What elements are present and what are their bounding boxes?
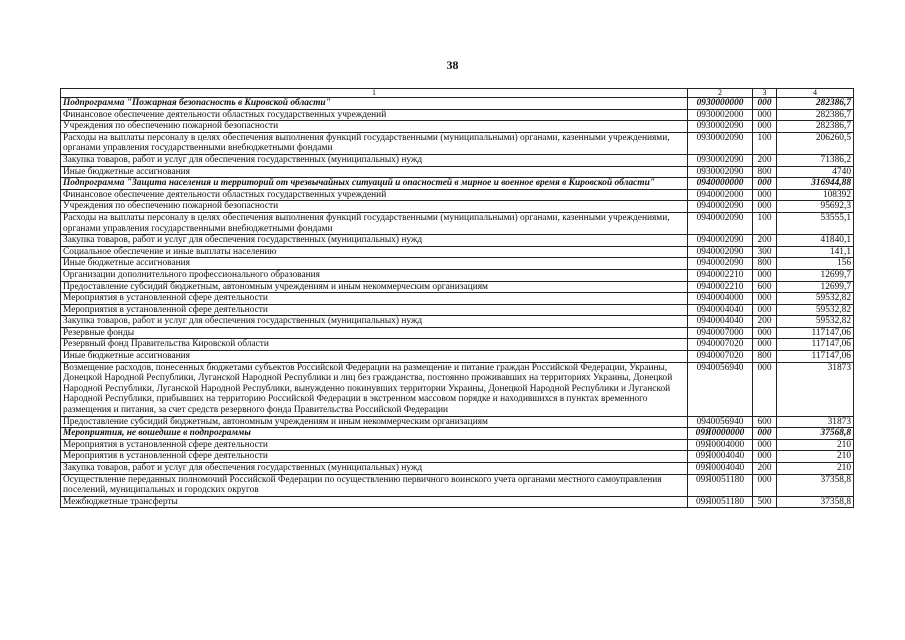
row-type-cell: 000 [753, 189, 777, 201]
row-name-cell: Мероприятия в установленной сфере деятельности [61, 293, 688, 305]
row-code-cell: 0940004040 [688, 304, 753, 316]
row-amount-cell: 156 [777, 258, 854, 270]
row-code-cell: 0940002090 [688, 246, 753, 258]
row-amount-cell: 282386,7 [777, 109, 854, 121]
row-type-cell: 800 [753, 258, 777, 270]
row-name-cell: Закупка товаров, работ и услуг для обеспечения государственных (муниципальных) нужд [61, 316, 688, 328]
row-name-cell: Резервный фонд Правительства Кировской области [61, 339, 688, 351]
row-amount-cell: 59532,82 [777, 304, 854, 316]
row-type-cell: 200 [753, 235, 777, 247]
table-row [61, 351, 854, 363]
table-row [61, 258, 854, 270]
row-amount-cell: 210 [777, 463, 854, 475]
row-code-cell: 09Я0051180 [688, 474, 753, 496]
row-name-cell: Финансовое обеспечение деятельности областных государственных учреждений [61, 109, 688, 121]
row-type-cell: 600 [753, 281, 777, 293]
header-cell-name: 1 [61, 89, 688, 98]
row-amount-cell: 31873 [777, 416, 854, 428]
table-row [61, 362, 854, 416]
row-name-cell: Мероприятия в установленной сфере деятельности [61, 451, 688, 463]
table-header-row [61, 89, 854, 98]
header-cell-type: 3 [753, 89, 777, 98]
table-row [61, 463, 854, 475]
table-row [61, 304, 854, 316]
row-code-cell: 0940002000 [688, 189, 753, 201]
row-type-cell: 000 [753, 269, 777, 281]
row-code-cell: 0940002090 [688, 201, 753, 213]
table-row [61, 178, 854, 190]
table-row [61, 109, 854, 121]
row-name-cell: Мероприятия в установленной сфере деятельности [61, 439, 688, 451]
row-amount-cell: 210 [777, 451, 854, 463]
row-type-cell: 000 [753, 293, 777, 305]
row-type-cell: 600 [753, 416, 777, 428]
row-type-cell: 000 [753, 451, 777, 463]
row-code-cell: 09Я0051180 [688, 496, 753, 508]
row-name-cell: Закупка товаров, работ и услуг для обеспечения государственных (муниципальных) нужд [61, 463, 688, 475]
row-amount-cell: 31873 [777, 362, 854, 416]
row-type-cell: 000 [753, 201, 777, 213]
row-name-cell: Предоставление субсидий бюджетным, автономным учреждениям и иным некоммерческим организациям [61, 281, 688, 293]
row-type-cell: 000 [753, 98, 777, 110]
row-amount-cell: 37358,8 [777, 496, 854, 508]
table-row [61, 201, 854, 213]
row-code-cell: 0930000000 [688, 98, 753, 110]
row-name-cell: Закупка товаров, работ и услуг для обеспечения государственных (муниципальных) нужд [61, 154, 688, 166]
row-name-cell: Учреждения по обеспечению пожарной безопасности [61, 201, 688, 213]
row-type-cell: 000 [753, 428, 777, 440]
row-name-cell: Расходы на выплаты персоналу в целях обеспечения выполнения функций государственными (муниципальными) органами, казенными учреждениями, органами управления государственными внебюджетными фондами [61, 132, 688, 154]
budget-table [60, 88, 854, 508]
row-amount-cell: 210 [777, 439, 854, 451]
table-row [61, 189, 854, 201]
table-row [61, 474, 854, 496]
row-amount-cell: 282386,7 [777, 98, 854, 110]
row-code-cell: 09Я0004040 [688, 451, 753, 463]
row-type-cell: 000 [753, 474, 777, 496]
row-amount-cell: 12699,7 [777, 269, 854, 281]
row-amount-cell: 141,1 [777, 246, 854, 258]
row-type-cell: 500 [753, 496, 777, 508]
row-code-cell: 0940056940 [688, 416, 753, 428]
table-row [61, 327, 854, 339]
row-code-cell: 0930002090 [688, 121, 753, 133]
row-name-cell: Социальное обеспечение и иные выплаты населению [61, 246, 688, 258]
row-type-cell: 000 [753, 109, 777, 121]
row-name-cell: Межбюджетные трансферты [61, 496, 688, 508]
row-name-cell: Иные бюджетные ассигнования [61, 166, 688, 178]
table-row [61, 416, 854, 428]
table-row [61, 451, 854, 463]
row-type-cell: 000 [753, 304, 777, 316]
row-code-cell: 0930002090 [688, 132, 753, 154]
row-amount-cell: 53555,1 [777, 212, 854, 234]
row-amount-cell: 95692,3 [777, 201, 854, 213]
row-name-cell: Резервные фонды [61, 327, 688, 339]
table-row [61, 293, 854, 305]
row-type-cell: 000 [753, 121, 777, 133]
header-cell-code: 2 [688, 89, 753, 98]
row-name-cell: Расходы на выплаты персоналу в целях обеспечения выполнения функций государственными (муниципальными) органами, казенными учреждениями, органами управления государственными внебюджетными фондами [61, 212, 688, 234]
table-row [61, 154, 854, 166]
table-row [61, 428, 854, 440]
row-name-cell: Иные бюджетные ассигнования [61, 258, 688, 270]
table-row [61, 166, 854, 178]
row-name-cell: Осуществление переданных полномочий Российской Федерации по осуществлению первичного воинского учета органами местного самоуправления поселений, муниципальных и городских округов [61, 474, 688, 496]
row-name-cell: Учреждения по обеспечению пожарной безопасности [61, 121, 688, 133]
row-code-cell: 0940002210 [688, 281, 753, 293]
row-code-cell: 0940007020 [688, 339, 753, 351]
page-number: 38 [446, 58, 459, 72]
row-code-cell: 0940004040 [688, 316, 753, 328]
row-amount-cell: 59532,82 [777, 293, 854, 305]
table-row [61, 212, 854, 234]
row-type-cell: 000 [753, 327, 777, 339]
row-name-cell: Организации дополнительного профессионального образования [61, 269, 688, 281]
row-code-cell: 0940004000 [688, 293, 753, 305]
header-cell-amount: 4 [777, 89, 854, 98]
row-name-cell: Возмещение расходов, понесенных бюджетами субъектов Российской Федерации на размещение и питание граждан Российской Федерации, Украины, Донецкой Народной Республики, Луганской Народной Республики и лиц без гражданства, постоянно проживавших на территориях Украины, Донецкой Народной Республики, Луганской Народной Республики, вынужденно покинувших территории Украины, Донецкой Народной Республики и Луганской Народной Республики, прибывших на территорию Российской Федерации в экстренном массовом порядке и находившихся в пунктах временного размещения и питания, за счет средств резервного фонда Правительства Российской Федерации [61, 362, 688, 416]
row-amount-cell: 316944,88 [777, 178, 854, 190]
row-name-cell: Мероприятия, не вошедшие в подпрограммы [61, 428, 688, 440]
row-type-cell: 800 [753, 351, 777, 363]
row-code-cell: 0930002090 [688, 166, 753, 178]
row-type-cell: 300 [753, 246, 777, 258]
row-name-cell: Подпрограмма "Защита населения и территорий от чрезвычайных ситуаций и опасностей в мирное и военное время в Кировской области" [61, 178, 688, 190]
row-code-cell: 0940007000 [688, 327, 753, 339]
row-amount-cell: 282386,7 [777, 121, 854, 133]
row-type-cell: 100 [753, 212, 777, 234]
row-code-cell: 09Я0000000 [688, 428, 753, 440]
row-type-cell: 200 [753, 463, 777, 475]
row-amount-cell: 37568,8 [777, 428, 854, 440]
row-amount-cell: 206260,5 [777, 132, 854, 154]
table-row [61, 439, 854, 451]
row-code-cell: 0940002090 [688, 258, 753, 270]
row-name-cell: Закупка товаров, работ и услуг для обеспечения государственных (муниципальных) нужд [61, 235, 688, 247]
row-type-cell: 200 [753, 316, 777, 328]
row-type-cell: 000 [753, 439, 777, 451]
row-amount-cell: 59532,82 [777, 316, 854, 328]
row-name-cell: Иные бюджетные ассигнования [61, 351, 688, 363]
row-amount-cell: 117147,06 [777, 327, 854, 339]
row-amount-cell: 12699,7 [777, 281, 854, 293]
row-type-cell: 000 [753, 362, 777, 416]
row-amount-cell: 117147,06 [777, 351, 854, 363]
row-type-cell: 000 [753, 178, 777, 190]
row-amount-cell: 108392 [777, 189, 854, 201]
table-row [61, 235, 854, 247]
row-code-cell: 0940056940 [688, 362, 753, 416]
row-code-cell: 09Я0004040 [688, 463, 753, 475]
row-code-cell: 09Я0004000 [688, 439, 753, 451]
table-row [61, 269, 854, 281]
row-code-cell: 0940007020 [688, 351, 753, 363]
table-row [61, 496, 854, 508]
table-row [61, 281, 854, 293]
table-row [61, 339, 854, 351]
row-code-cell: 0930002090 [688, 154, 753, 166]
row-code-cell: 0930002000 [688, 109, 753, 121]
row-type-cell: 200 [753, 154, 777, 166]
row-code-cell: 0940002090 [688, 212, 753, 234]
row-name-cell: Предоставление субсидий бюджетным, автономным учреждениям и иным некоммерческим организациям [61, 416, 688, 428]
row-name-cell: Подпрограмма "Пожарная безопасность в Кировской области" [61, 98, 688, 110]
row-name-cell: Мероприятия в установленной сфере деятельности [61, 304, 688, 316]
row-amount-cell: 41840,1 [777, 235, 854, 247]
row-amount-cell: 37358,8 [777, 474, 854, 496]
table-row [61, 121, 854, 133]
row-amount-cell: 71386,2 [777, 154, 854, 166]
row-code-cell: 0940002210 [688, 269, 753, 281]
row-name-cell: Финансовое обеспечение деятельности областных государственных учреждений [61, 189, 688, 201]
row-code-cell: 0940002090 [688, 235, 753, 247]
row-type-cell: 800 [753, 166, 777, 178]
table-row [61, 132, 854, 154]
table-row [61, 246, 854, 258]
table-row [61, 98, 854, 110]
row-code-cell: 0940000000 [688, 178, 753, 190]
row-type-cell: 100 [753, 132, 777, 154]
row-type-cell: 000 [753, 339, 777, 351]
row-amount-cell: 117147,06 [777, 339, 854, 351]
row-amount-cell: 4740 [777, 166, 854, 178]
table-row [61, 316, 854, 328]
